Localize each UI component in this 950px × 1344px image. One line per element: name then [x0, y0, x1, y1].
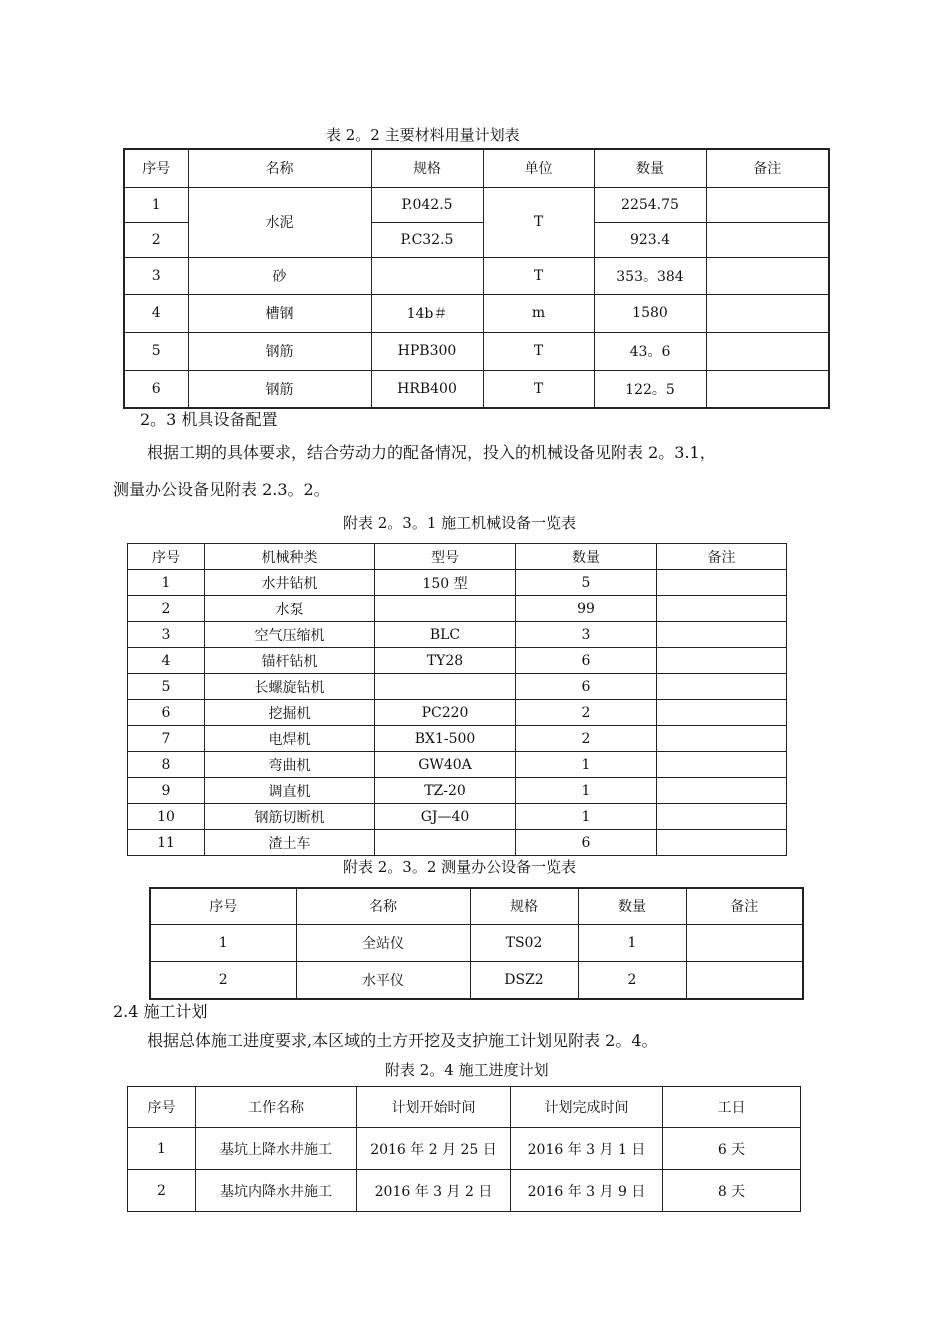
header-cell: 规格 [371, 149, 483, 187]
cell-no: 2 [128, 596, 205, 622]
header-cell: 计划完成时间 [511, 1087, 663, 1128]
cell-note [706, 257, 829, 294]
cell-no: 3 [124, 257, 188, 294]
cell-unit: T [483, 332, 594, 370]
cell-type: 挖掘机 [205, 700, 375, 726]
section-2-4-paragraph: 根据总体施工进度要求,本区域的土方开挖及支护施工计划见附表 2。4。 [147, 1031, 658, 1050]
cell-note [686, 961, 803, 999]
header-cell: 数量 [516, 544, 657, 570]
table-row [128, 830, 787, 856]
cell-no: 1 [124, 187, 188, 222]
cell-spec: HPB300 [371, 332, 483, 370]
cell-qty: 122。5 [594, 370, 706, 408]
header-cell: 名称 [188, 149, 371, 187]
cell-spec: HRB400 [371, 370, 483, 408]
table-row [124, 370, 829, 408]
cell-qty: 1 [516, 752, 657, 778]
cell-no: 7 [128, 726, 205, 752]
cell-name: 基坑内降水井施工 [196, 1170, 357, 1212]
table-row [128, 596, 787, 622]
cell-note [706, 222, 829, 257]
cell-qty: 353。384 [594, 257, 706, 294]
header-cell: 机械种类 [205, 544, 375, 570]
section-2-3-paragraph-line1: 根据工期的具体要求，结合劳动力的配备情况，投入的机械设备见附表 2。3.1， [147, 443, 716, 462]
cell-note [657, 622, 787, 648]
cell-note [657, 804, 787, 830]
table-row [128, 648, 787, 674]
cell-no: 3 [128, 622, 205, 648]
cell-no: 11 [128, 830, 205, 856]
table-row [128, 1128, 801, 1170]
cell-note [706, 187, 829, 222]
cell-model: TY28 [375, 648, 516, 674]
cell-spec: P.042.5 [371, 187, 483, 222]
cell-note [657, 674, 787, 700]
cell-qty: 923.4 [594, 222, 706, 257]
header-cell: 序号 [124, 149, 188, 187]
cell-name: 全站仪 [296, 924, 470, 961]
cell-days: 8 天 [663, 1170, 801, 1212]
cell-note [657, 596, 787, 622]
cell-qty: 6 [516, 830, 657, 856]
header-cell: 数量 [594, 149, 706, 187]
table-row [150, 924, 803, 961]
cell-type: 水泵 [205, 596, 375, 622]
cell-note [706, 370, 829, 408]
cell-model: PC220 [375, 700, 516, 726]
header-cell: 计划开始时间 [357, 1087, 511, 1128]
header-cell: 备注 [657, 544, 787, 570]
cell-no: 5 [124, 332, 188, 370]
cell-no: 2 [124, 222, 188, 257]
table-header-row [128, 1087, 801, 1128]
cell-no: 8 [128, 752, 205, 778]
cell-type: 长螺旋钻机 [205, 674, 375, 700]
table4-caption: 附表 2。4 施工进度计划 [385, 1061, 549, 1079]
cell-note [657, 570, 787, 596]
header-cell: 序号 [128, 1087, 196, 1128]
table-header-row [124, 149, 829, 187]
table-row [128, 674, 787, 700]
cell-spec: DSZ2 [470, 961, 578, 999]
table-row [150, 961, 803, 999]
cell-no: 10 [128, 804, 205, 830]
cell-model [375, 596, 516, 622]
header-cell: 备注 [686, 888, 803, 924]
cell-name: 砂 [188, 257, 371, 294]
cell-note [657, 752, 787, 778]
cell-no: 4 [128, 648, 205, 674]
cell-no: 6 [128, 700, 205, 726]
cell-model: GJ—40 [375, 804, 516, 830]
cell-model [375, 830, 516, 856]
table-row [128, 570, 787, 596]
table-header-row [150, 888, 803, 924]
cell-note [657, 830, 787, 856]
header-cell: 工日 [663, 1087, 801, 1128]
cell-note [706, 332, 829, 370]
cell-model: TZ-20 [375, 778, 516, 804]
cell-no: 9 [128, 778, 205, 804]
cell-qty: 6 [516, 648, 657, 674]
cell-qty: 1 [516, 804, 657, 830]
table-row [128, 700, 787, 726]
cell-unit: T [483, 257, 594, 294]
cell-no: 4 [124, 294, 188, 332]
table-row [124, 257, 829, 294]
table-row [128, 726, 787, 752]
header-cell: 规格 [470, 888, 578, 924]
cell-qty: 2 [516, 700, 657, 726]
cell-qty: 2 [578, 961, 686, 999]
cell-type: 钢筋切断机 [205, 804, 375, 830]
materials-table [123, 148, 830, 409]
cell-spec: 14b＃ [371, 294, 483, 332]
cell-end: 2016 年 3 月 9 日 [511, 1170, 663, 1212]
cell-start: 2016 年 2 月 25 日 [357, 1128, 511, 1170]
cell-type: 电焊机 [205, 726, 375, 752]
cell-model [375, 674, 516, 700]
cell-unit: m [483, 294, 594, 332]
cell-note [706, 294, 829, 332]
cell-model: BLC [375, 622, 516, 648]
cell-qty: 5 [516, 570, 657, 596]
cell-no: 1 [128, 1128, 196, 1170]
section-heading-2-4: 2.4 施工计划 [113, 1002, 208, 1021]
cell-type: 调直机 [205, 778, 375, 804]
survey-equipment-table [149, 887, 804, 1000]
cell-note [657, 726, 787, 752]
section-heading-2-3: 2。3 机具设备配置 [140, 410, 278, 429]
section-2-3-paragraph-line2: 测量办公设备见附表 2.3。2。 [113, 480, 330, 499]
header-cell: 名称 [296, 888, 470, 924]
cell-note [657, 700, 787, 726]
cell-no: 6 [124, 370, 188, 408]
table1-caption: 表 2。2 主要材料用量计划表 [326, 126, 520, 144]
cell-type: 弯曲机 [205, 752, 375, 778]
table-row [128, 622, 787, 648]
header-cell: 型号 [375, 544, 516, 570]
cell-unit: T [483, 370, 594, 408]
cell-no: 2 [128, 1170, 196, 1212]
table-row [128, 804, 787, 830]
cell-spec: TS02 [470, 924, 578, 961]
table-row [128, 752, 787, 778]
header-cell: 序号 [128, 544, 205, 570]
cell-type: 水井钻机 [205, 570, 375, 596]
header-cell: 数量 [578, 888, 686, 924]
cell-qty: 2 [516, 726, 657, 752]
cell-name: 钢筋 [188, 332, 371, 370]
cell-qty: 6 [516, 674, 657, 700]
table3-caption: 附表 2。3。2 测量办公设备一览表 [343, 858, 577, 876]
cell-name: 槽钢 [188, 294, 371, 332]
cell-qty: 3 [516, 622, 657, 648]
cell-no: 1 [128, 570, 205, 596]
table-row [124, 332, 829, 370]
cell-no: 2 [150, 961, 296, 999]
table-row [124, 294, 829, 332]
table-row [128, 778, 787, 804]
cell-model: 150 型 [375, 570, 516, 596]
table-header-row [128, 544, 787, 570]
table2-caption: 附表 2。3。1 施工机械设备一览表 [343, 514, 577, 532]
cell-qty: 1580 [594, 294, 706, 332]
cell-name: 基坑上降水井施工 [196, 1128, 357, 1170]
cell-type: 锚杆钻机 [205, 648, 375, 674]
cell-no: 1 [150, 924, 296, 961]
cell-spec: P.C32.5 [371, 222, 483, 257]
table-row [128, 1170, 801, 1212]
table-row [124, 187, 829, 222]
cell-note [686, 924, 803, 961]
cell-unit: T [483, 187, 594, 257]
cell-qty: 1 [516, 778, 657, 804]
cell-type: 渣土车 [205, 830, 375, 856]
cell-qty: 99 [516, 596, 657, 622]
cell-no: 5 [128, 674, 205, 700]
cell-end: 2016 年 3 月 1 日 [511, 1128, 663, 1170]
cell-note [657, 648, 787, 674]
cell-days: 6 天 [663, 1128, 801, 1170]
cell-model: BX1-500 [375, 726, 516, 752]
cell-name: 钢筋 [188, 370, 371, 408]
header-cell: 单位 [483, 149, 594, 187]
header-cell: 序号 [150, 888, 296, 924]
cell-qty: 1 [578, 924, 686, 961]
cell-type: 空气压缩机 [205, 622, 375, 648]
cell-name: 水平仪 [296, 961, 470, 999]
header-cell: 工作名称 [196, 1087, 357, 1128]
cell-spec [371, 257, 483, 294]
schedule-table [127, 1086, 801, 1212]
machinery-table [127, 543, 787, 856]
cell-name: 水泥 [188, 187, 371, 257]
cell-qty: 43。6 [594, 332, 706, 370]
cell-qty: 2254.75 [594, 187, 706, 222]
header-cell: 备注 [706, 149, 829, 187]
cell-note [657, 778, 787, 804]
cell-start: 2016 年 3 月 2 日 [357, 1170, 511, 1212]
cell-model: GW40A [375, 752, 516, 778]
